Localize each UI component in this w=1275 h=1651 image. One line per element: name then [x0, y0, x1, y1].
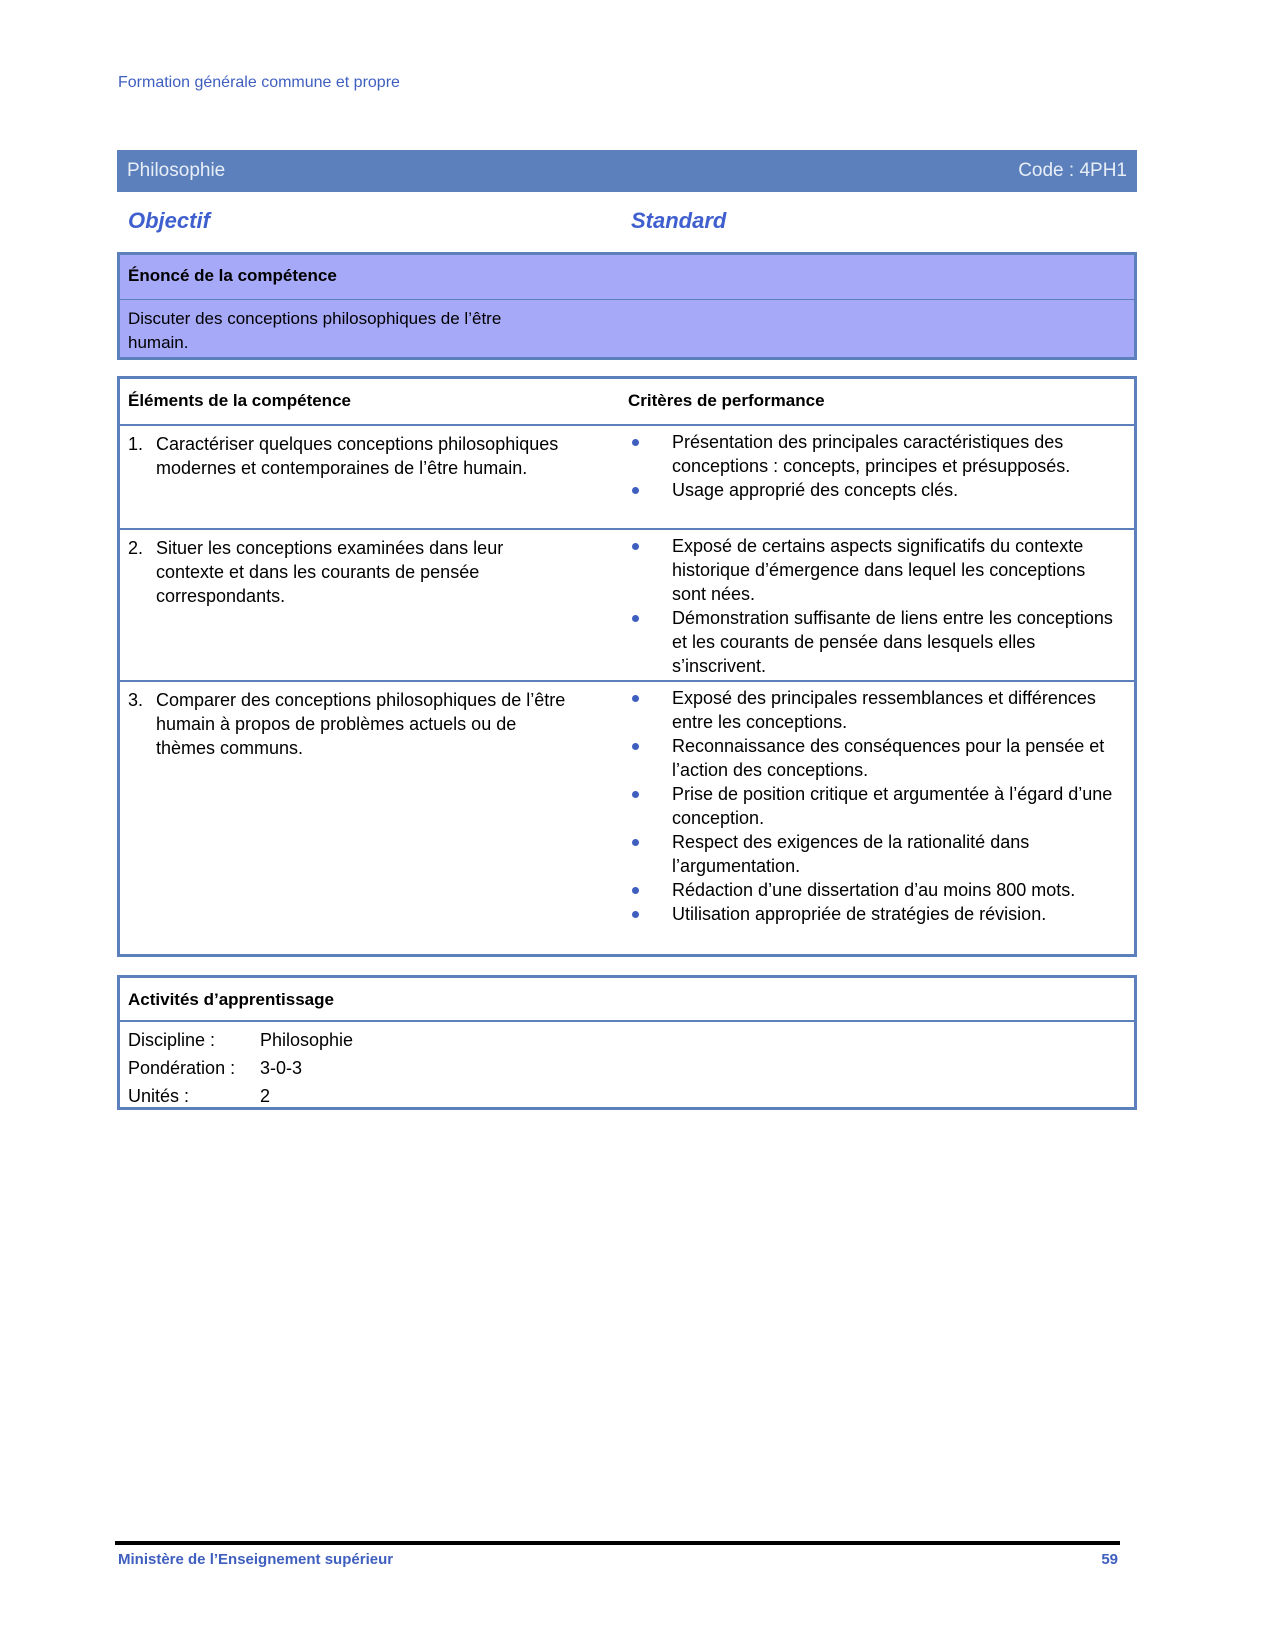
ponderation-key: Pondération : [128, 1058, 236, 1078]
enonce-text: Discuter des conceptions philosophiques de l’être humain. [128, 309, 502, 352]
discipline-row [128, 1030, 353, 1051]
page-number: 59 [1101, 1551, 1118, 1568]
activites-heading: Activités d’apprentissage [120, 978, 1134, 1022]
list-item: Présentation des principales caractéristiques des conceptions : concepts, principes et présupposés. [628, 430, 1118, 478]
course-title-bar [117, 150, 1137, 192]
list-item: Exposé des principales ressemblances et différences entre les conceptions. [628, 686, 1118, 734]
unites-value: 2 [260, 1086, 271, 1106]
activites-box [117, 975, 1137, 1110]
discipline-key: Discipline : [128, 1030, 216, 1050]
list-item: Exposé de certains aspects significatifs du contexte historique d’émergence dans lequel les conceptions sont nées. [628, 534, 1118, 606]
unites-key: Unités : [128, 1086, 190, 1106]
ponderation-row [128, 1058, 302, 1079]
footer-ministry: Ministère de l’Enseignement supérieur [118, 1551, 394, 1568]
running-header: Formation générale commune et propre [118, 74, 400, 91]
list-item: Respect des exigences de la rationalité dans l’argumentation. [628, 830, 1118, 878]
course-code: Code : 4PH1 [1018, 160, 1127, 181]
list-item: Prise de position critique et argumentée à l’égard d’une conception. [628, 782, 1118, 830]
element-text: Comparer des conceptions philosophiques de l’être humain à propos de problèmes actuels ou de thèmes communs. [156, 690, 566, 758]
enonce-box [117, 252, 1137, 360]
table-header [120, 379, 1134, 426]
ponderation-value: 3-0-3 [260, 1058, 303, 1078]
discipline-title: Philosophie [127, 160, 226, 181]
unites-row [128, 1086, 270, 1107]
element-number: 2. [128, 538, 144, 558]
col-criteres-header: Critères de performance [628, 391, 825, 410]
criteria-list [628, 430, 1118, 502]
list-item: Usage approprié des concepts clés. [628, 478, 1118, 502]
page-footer [118, 1551, 1118, 1568]
table-row [120, 424, 1134, 530]
criteria-list [628, 686, 1118, 926]
list-item: Utilisation appropriée de stratégies de révision. [628, 902, 1118, 926]
list-item: Rédaction d’une dissertation d’au moins 800 mots. [628, 878, 1118, 902]
objectif-label: Objectif [128, 208, 210, 233]
element-text: Situer les conceptions examinées dans leur contexte et dans les courants de pensée correspondants. [156, 538, 504, 606]
objective-standard-row [128, 208, 1128, 238]
list-item: Reconnaissance des conséquences pour la pensée et l’action des conceptions. [628, 734, 1118, 782]
table-row [120, 528, 1134, 682]
elements-table [117, 376, 1137, 957]
element-number: 3. [128, 690, 144, 710]
table-row [120, 680, 1134, 952]
discipline-value: Philosophie [260, 1030, 354, 1050]
criteria-list [628, 534, 1118, 678]
standard-label: Standard [631, 208, 727, 233]
footer-rule [115, 1541, 1120, 1545]
enonce-heading: Énoncé de la compétence [120, 255, 1134, 300]
element-number: 1. [128, 434, 144, 454]
col-elements-header: Éléments de la compétence [128, 391, 351, 410]
list-item: Démonstration suffisante de liens entre les conceptions et les courants de pensée dans lesquels elles s’inscrivent. [628, 606, 1118, 678]
element-text: Caractériser quelques conceptions philosophiques modernes et contemporaines de l’être humain. [156, 434, 559, 478]
